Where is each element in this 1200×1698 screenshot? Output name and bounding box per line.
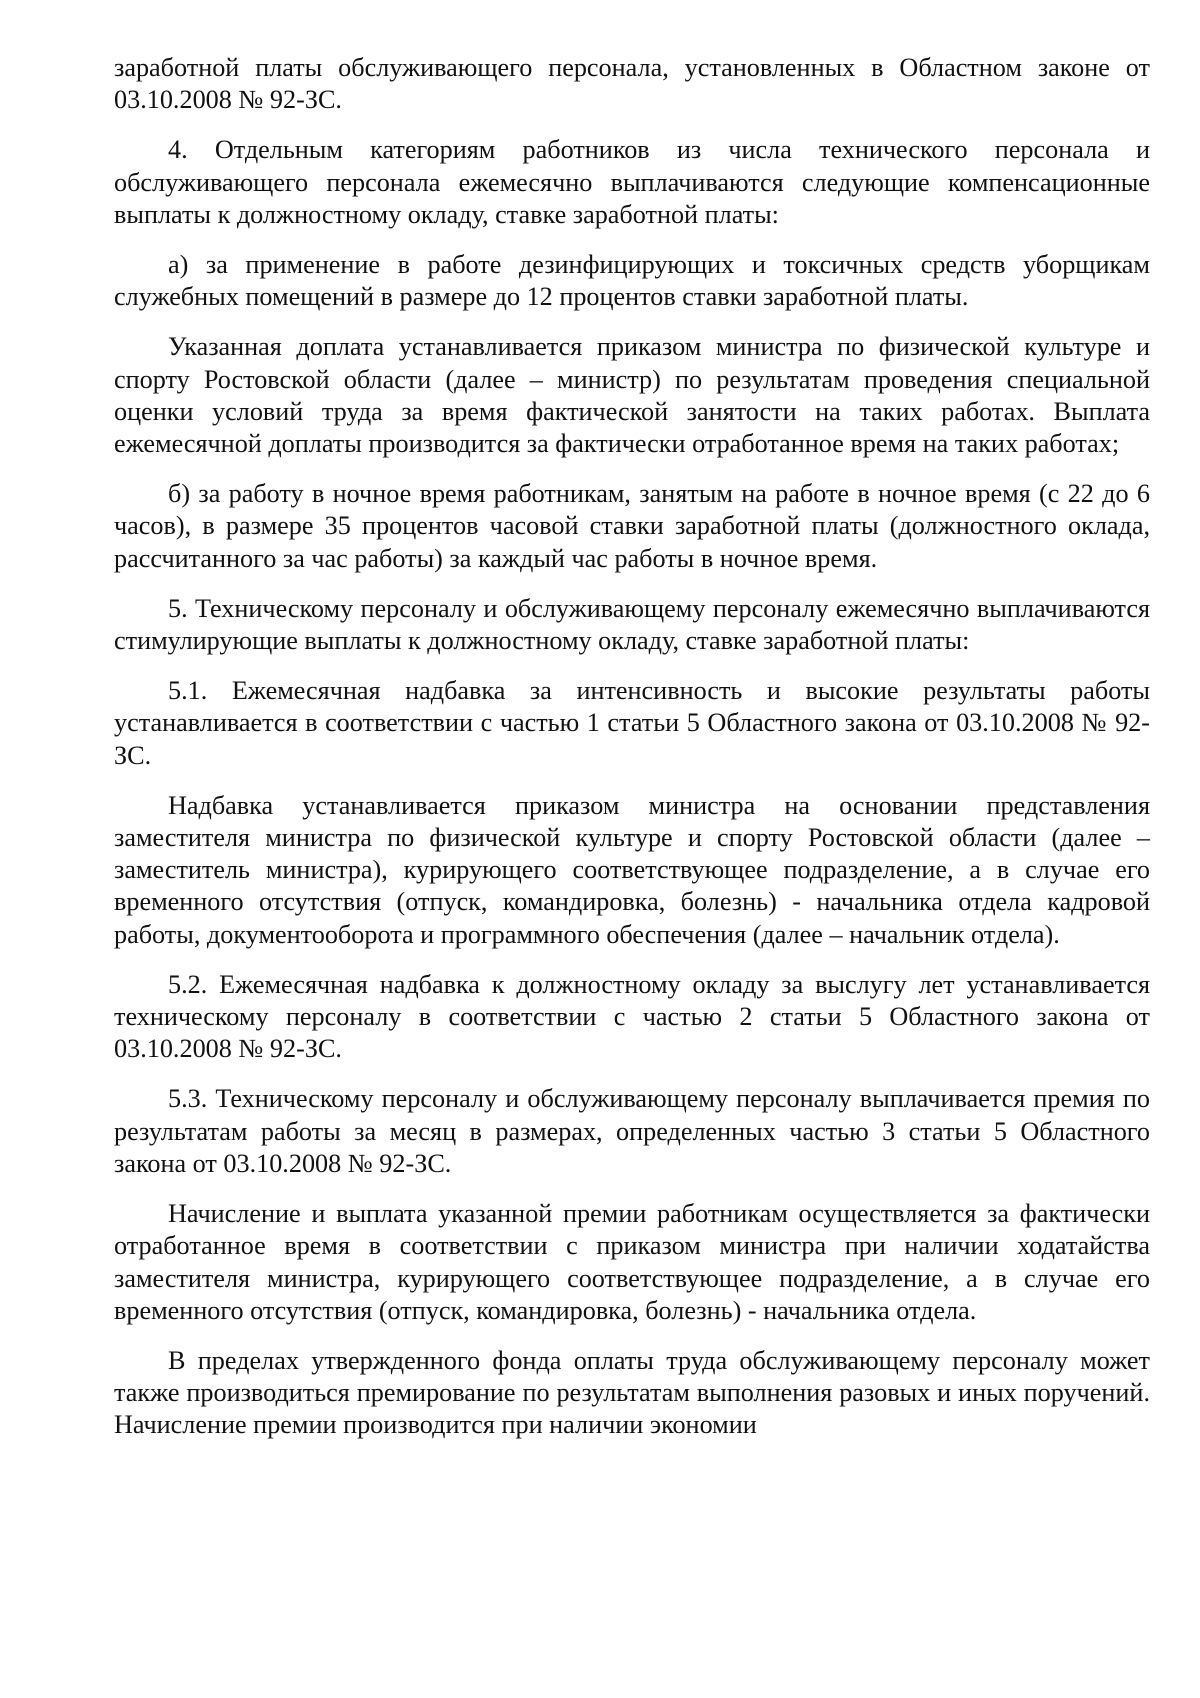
- paragraph-continuation: заработной платы обслуживающего персонала, установленных в Областном законе от 03.10.2008 № 92-ЗС.: [114, 53, 1150, 115]
- paragraph-bonus-order: Надбавка устанавливается приказом министра на основании представления заместителя министра по физической культуре и спорту Ростовской области (далее – заместитель министра), курирующего соответствующее подразделение, а в случае его временного отсутствия (отпуск, командировка, болезнь) - начальника отдела кадровой работы, документооборота и программного обеспечения (далее – начальник отдела).: [114, 790, 1150, 949]
- paragraph-item-5-2: 5.2. Ежемесячная надбавка к должностному окладу за выслугу лет устанавливается техническому персоналу в соответствии с частью 2 статьи 5 Областного закона от 03.10.2008 № 92-ЗС.: [114, 969, 1150, 1064]
- paragraph-item-5: 5. Техническому персоналу и обслуживающему персоналу ежемесячно выплачиваются стимулирующие выплаты к должностному окладу, ставке заработной платы:: [114, 593, 1150, 656]
- paragraph-supplement-note: Указанная доплата устанавливается приказом министра по физической культуре и спорту Ростовской области (далее – министр) по результатам проведения специальной оценки условий труда за время фактической занятости на таких работах. Выплата ежемесячной доплаты производится за фактически отработанное время на таких работах;: [114, 332, 1150, 459]
- paragraph-subitem-a: а) за применение в работе дезинфицирующих и токсичных средств уборщикам служебных помещений в размере до 12 процентов ставки заработной платы.: [114, 250, 1150, 312]
- paragraph-fund-limits: В пределах утвержденного фонда оплаты труда обслуживающему персоналу может также производиться премирование по результатам выполнения разовых и иных поручений. Начисление премии производится при наличии экономии: [114, 1345, 1150, 1440]
- paragraph-premium-accrual: Начисление и выплата указанной премии работникам осуществляется за фактически отработанное время в соответствии с приказом министра при наличии ходатайства заместителя министра, курирующего соответствующее подразделение, а в случае его временного отсутствия (отпуск, командировка, болезнь) - начальника отдела.: [114, 1199, 1150, 1325]
- paragraph-item-5-3: 5.3. Техническому персоналу и обслуживающему персоналу выплачивается премия по результатам работы за месяц в размерах, определенных частью 3 статьи 5 Областного закона от 03.10.2008 № 92-ЗС.: [114, 1084, 1150, 1178]
- paragraph-item-4: 4. Отдельным категориям работников из числа технического персонала и обслуживающего персонала ежемесячно выплачиваются следующие компенсационные выплаты к должностному окладу, ставке заработной платы:: [114, 135, 1150, 229]
- paragraph-item-5-1: 5.1. Ежемесячная надбавка за интенсивность и высокие результаты работы устанавливается в соответствии с частью 1 статьи 5 Областного закона от 03.10.2008 № 92-ЗС.: [114, 676, 1150, 770]
- paragraph-subitem-b: б) за работу в ночное время работникам, занятым на работе в ночное время (с 22 до 6 часов), в размере 35 процентов часовой ставки заработной платы (должностного оклада, рассчитанного за час работы) за каждый час работы в ночное время.: [114, 479, 1150, 573]
